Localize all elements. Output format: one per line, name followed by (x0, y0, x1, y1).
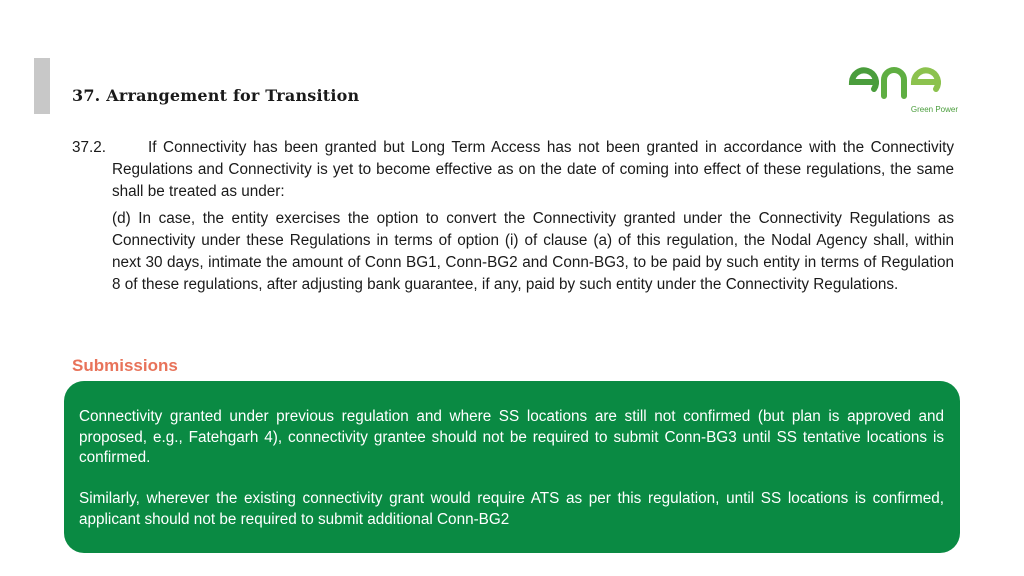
header-accent-bar (34, 58, 50, 114)
enel-logo-wordmark-icon (846, 56, 962, 106)
section-main-text: If Connectivity has been granted but Long Term Access has not been granted in accordance with the Connectivity Regulations and Connectivity is yet to become effective as on the date of coming into effect of these regulations, the same shall be treated as under: (112, 139, 954, 200)
page-title: 37. Arrangement for Transition (72, 86, 360, 105)
logo-tagline: Green Power (910, 105, 958, 114)
submissions-box (64, 381, 960, 553)
section-number: 37.2. (72, 139, 107, 156)
section-paragraph (72, 137, 954, 203)
enel-logo (846, 56, 962, 118)
section-subclause: (d) In case, the entity exercises the option to convert the Connectivity granted under the Connectivity Regulations as Connectivity under these Regulations in terms of option (i) of clause (a) of this regulation, the Nodal Agency shall, within next 30 days, intimate the amount of Conn BG1, Conn-BG2 and Conn-BG3, to be paid by such entity in terms of Regulation 8 of these regulations, after adjusting bank guarantee, if any, paid by such entity under the Connectivity Regulations. (112, 210, 954, 293)
section-body (72, 137, 954, 296)
submission-paragraph: Connectivity granted under previous regulation and where SS locations are still not confirmed (but plan is approved and proposed, e.g., Fatehgarh 4), connectivity grantee should not be required to submit Conn-BG3 until SS tentative locations is confirmed. (79, 408, 944, 466)
submissions-heading: Submissions (72, 356, 178, 375)
submission-paragraph: Similarly, wherever the existing connectivity grant would require ATS as per this regulation, until SS locations is confirmed, applicant should not be required to submit additional Conn-BG2 (79, 490, 944, 528)
